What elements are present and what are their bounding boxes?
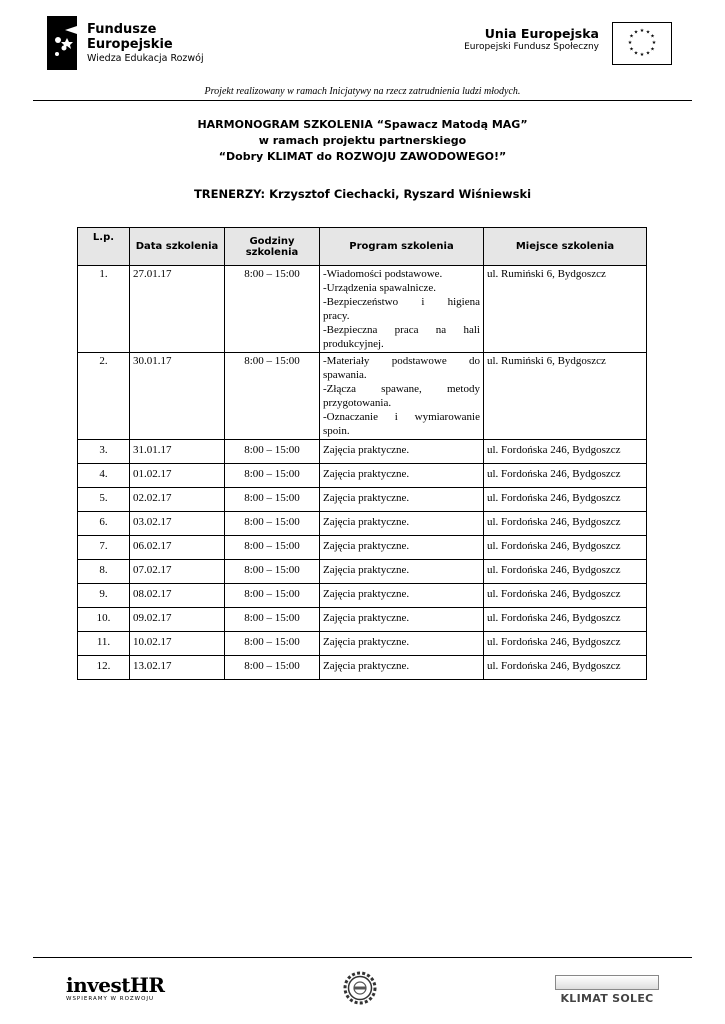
klimat-solec-logo — [555, 975, 659, 1005]
program-line: spoin. — [323, 425, 350, 437]
footer-divider — [33, 957, 692, 958]
klimat-name: KLIMAT SOLEC — [560, 992, 654, 1005]
program-line: spawania. — [323, 369, 367, 381]
table-row — [78, 608, 647, 632]
program-line: pracy. — [323, 310, 350, 322]
cell-lp: 10. — [78, 608, 130, 632]
ue-line1: Unia Europejska — [484, 26, 599, 41]
table-row — [78, 464, 647, 488]
svg-text:★: ★ — [650, 46, 655, 53]
cell-place: ul. Fordońska 246, Bydgoszcz — [484, 488, 647, 512]
cell-date: 09.02.17 — [130, 608, 225, 632]
cell-place: ul. Fordońska 246, Bydgoszcz — [484, 608, 647, 632]
cell-program — [320, 353, 484, 440]
program-line: Zajęcia praktyczne. — [323, 516, 410, 528]
program-line: -Oznaczanie i wymiarowanie — [323, 411, 480, 423]
header-date: Data szkolenia — [130, 228, 225, 266]
program-line: -Urządzenia spawalnicze. — [323, 282, 436, 294]
cell-hours: 8:00 – 15:00 — [225, 656, 320, 680]
cell-program — [320, 584, 484, 608]
cell-program — [320, 266, 484, 353]
cell-date: 03.02.17 — [130, 512, 225, 536]
cell-hours: 8:00 – 15:00 — [225, 512, 320, 536]
cell-program — [320, 560, 484, 584]
ue-text — [464, 26, 599, 54]
header-place: Miejsce szkolenia — [484, 228, 647, 266]
table-row — [78, 440, 647, 464]
header-lp: L.p. — [78, 228, 130, 266]
header-hours: Godziny szkolenia — [225, 228, 320, 266]
title-line3: “Dobry KLIMAT do ROZWOJU ZAWODOWEGO!” — [218, 150, 507, 163]
cell-date: 27.01.17 — [130, 266, 225, 353]
svg-text:★: ★ — [639, 52, 645, 58]
program-line: -Bezpieczeństwo i higiena — [323, 296, 480, 308]
cell-date: 06.02.17 — [130, 536, 225, 560]
eu-flag-icon — [612, 22, 672, 65]
cell-program — [320, 608, 484, 632]
program-line: -Bezpieczna praca na hali — [323, 324, 480, 336]
table-row — [78, 536, 647, 560]
cell-date: 10.02.17 — [130, 632, 225, 656]
cell-lp: 5. — [78, 488, 130, 512]
klimat-logo-graphic — [555, 975, 659, 990]
cell-date: 02.02.17 — [130, 488, 225, 512]
program-line: Zajęcia praktyczne. — [323, 564, 410, 576]
cell-lp: 6. — [78, 512, 130, 536]
program-line: Zajęcia praktyczne. — [323, 612, 410, 624]
header-program: Program szkolenia — [320, 228, 484, 266]
project-subtitle: Projekt realizowany w ramach Inicjatywy na rzecz zatrudnienia ludzi młodych. — [204, 86, 521, 97]
svg-text:★: ★ — [645, 29, 651, 36]
cell-hours: 8:00 – 15:00 — [225, 632, 320, 656]
cell-date: 08.02.17 — [130, 584, 225, 608]
schedule-table — [77, 227, 647, 680]
cell-date: 01.02.17 — [130, 464, 225, 488]
cell-hours: 8:00 – 15:00 — [225, 464, 320, 488]
fe-line1: Fundusze — [87, 22, 157, 37]
cell-date: 07.02.17 — [130, 560, 225, 584]
cell-lp: 2. — [78, 353, 130, 440]
cell-program — [320, 632, 484, 656]
cell-place: ul. Fordońska 246, Bydgoszcz — [484, 536, 647, 560]
program-line: -Materiały podstawowe do — [323, 355, 480, 367]
cell-place: ul. Fordońska 246, Bydgoszcz — [484, 584, 647, 608]
svg-text:★: ★ — [633, 29, 639, 36]
cell-hours: 8:00 – 15:00 — [225, 536, 320, 560]
fe-flag-icon — [47, 16, 77, 70]
program-line: Zajęcia praktyczne. — [323, 588, 410, 600]
cell-lp: 7. — [78, 536, 130, 560]
cell-place: ul. Fordońska 246, Bydgoszcz — [484, 560, 647, 584]
cell-lp: 8. — [78, 560, 130, 584]
cell-place: ul. Fordońska 246, Bydgoszcz — [484, 440, 647, 464]
trainers-line: TRENERZY: Krzysztof Ciechacki, Ryszard Wiśniewski — [193, 187, 532, 201]
table-row — [78, 512, 647, 536]
cell-program — [320, 656, 484, 680]
investhr-logo — [66, 973, 165, 1002]
title-line1: HARMONOGRAM SZKOLENIA “Spawacz Matodą MAG” — [197, 118, 528, 131]
cell-program — [320, 440, 484, 464]
cell-lp: 9. — [78, 584, 130, 608]
program-line: Zajęcia praktyczne. — [323, 660, 410, 672]
cell-hours: 8:00 – 15:00 — [225, 584, 320, 608]
svg-text:★: ★ — [629, 46, 634, 53]
svg-text:★: ★ — [633, 50, 639, 57]
program-line: Zajęcia praktyczne. — [323, 540, 410, 552]
cell-place: ul. Fordońska 246, Bydgoszcz — [484, 656, 647, 680]
document-title — [0, 117, 725, 165]
table-row — [78, 353, 647, 440]
svg-text:★: ★ — [650, 33, 655, 40]
cell-place: ul. Rumiński 6, Bydgoszcz — [484, 266, 647, 353]
cell-lp: 3. — [78, 440, 130, 464]
program-line: Zajęcia praktyczne. — [323, 636, 410, 648]
program-line: Zajęcia praktyczne. — [323, 444, 410, 456]
cell-program — [320, 464, 484, 488]
program-line: przygotowania. — [323, 397, 392, 409]
title-line2: w ramach projektu partnerskiego — [258, 134, 467, 147]
gear-emblem-icon — [342, 970, 378, 1006]
fe-line2: Europejskie — [87, 37, 173, 52]
cell-place: ul. Fordońska 246, Bydgoszcz — [484, 632, 647, 656]
program-line: Zajęcia praktyczne. — [323, 492, 410, 504]
table-row — [78, 632, 647, 656]
investhr-tagline: WSPIERAMY W ROZWOJU — [66, 996, 155, 1002]
cell-hours: 8:00 – 15:00 — [225, 608, 320, 632]
cell-date: 30.01.17 — [130, 353, 225, 440]
cell-lp: 12. — [78, 656, 130, 680]
table-row — [78, 488, 647, 512]
cell-lp: 4. — [78, 464, 130, 488]
svg-text:★: ★ — [627, 40, 633, 46]
table-row — [78, 266, 647, 353]
cell-hours: 8:00 – 15:00 — [225, 353, 320, 440]
cell-place: ul. Rumiński 6, Bydgoszcz — [484, 353, 647, 440]
cell-place: ul. Fordońska 246, Bydgoszcz — [484, 512, 647, 536]
program-line: -Złącza spawane, metody — [323, 383, 480, 395]
cell-program — [320, 536, 484, 560]
table-header-row — [78, 228, 647, 266]
cell-hours: 8:00 – 15:00 — [225, 488, 320, 512]
fe-line3: Wiedza Edukacja Rozwój — [87, 53, 204, 64]
program-line: Zajęcia praktyczne. — [323, 468, 410, 480]
investhr-name: investHR — [66, 973, 165, 997]
cell-hours: 8:00 – 15:00 — [225, 440, 320, 464]
cell-date: 13.02.17 — [130, 656, 225, 680]
table-row — [78, 656, 647, 680]
svg-text:★: ★ — [645, 50, 651, 57]
svg-text:★: ★ — [629, 33, 634, 40]
cell-place: ul. Fordońska 246, Bydgoszcz — [484, 464, 647, 488]
svg-text:★: ★ — [639, 28, 645, 34]
cell-lp: 11. — [78, 632, 130, 656]
program-line: -Wiadomości podstawowe. — [323, 268, 443, 280]
cell-date: 31.01.17 — [130, 440, 225, 464]
table-row — [78, 584, 647, 608]
cell-lp: 1. — [78, 266, 130, 353]
header-divider — [33, 100, 692, 101]
cell-hours: 8:00 – 15:00 — [225, 560, 320, 584]
svg-text:★: ★ — [651, 40, 657, 46]
program-line: produkcyjnej. — [323, 338, 384, 350]
cell-hours: 8:00 – 15:00 — [225, 266, 320, 353]
table-row — [78, 560, 647, 584]
fundusze-europejskie-logo — [44, 14, 214, 74]
cell-program — [320, 512, 484, 536]
cell-program — [320, 488, 484, 512]
ue-line2: Europejski Fundusz Społeczny — [464, 42, 599, 52]
